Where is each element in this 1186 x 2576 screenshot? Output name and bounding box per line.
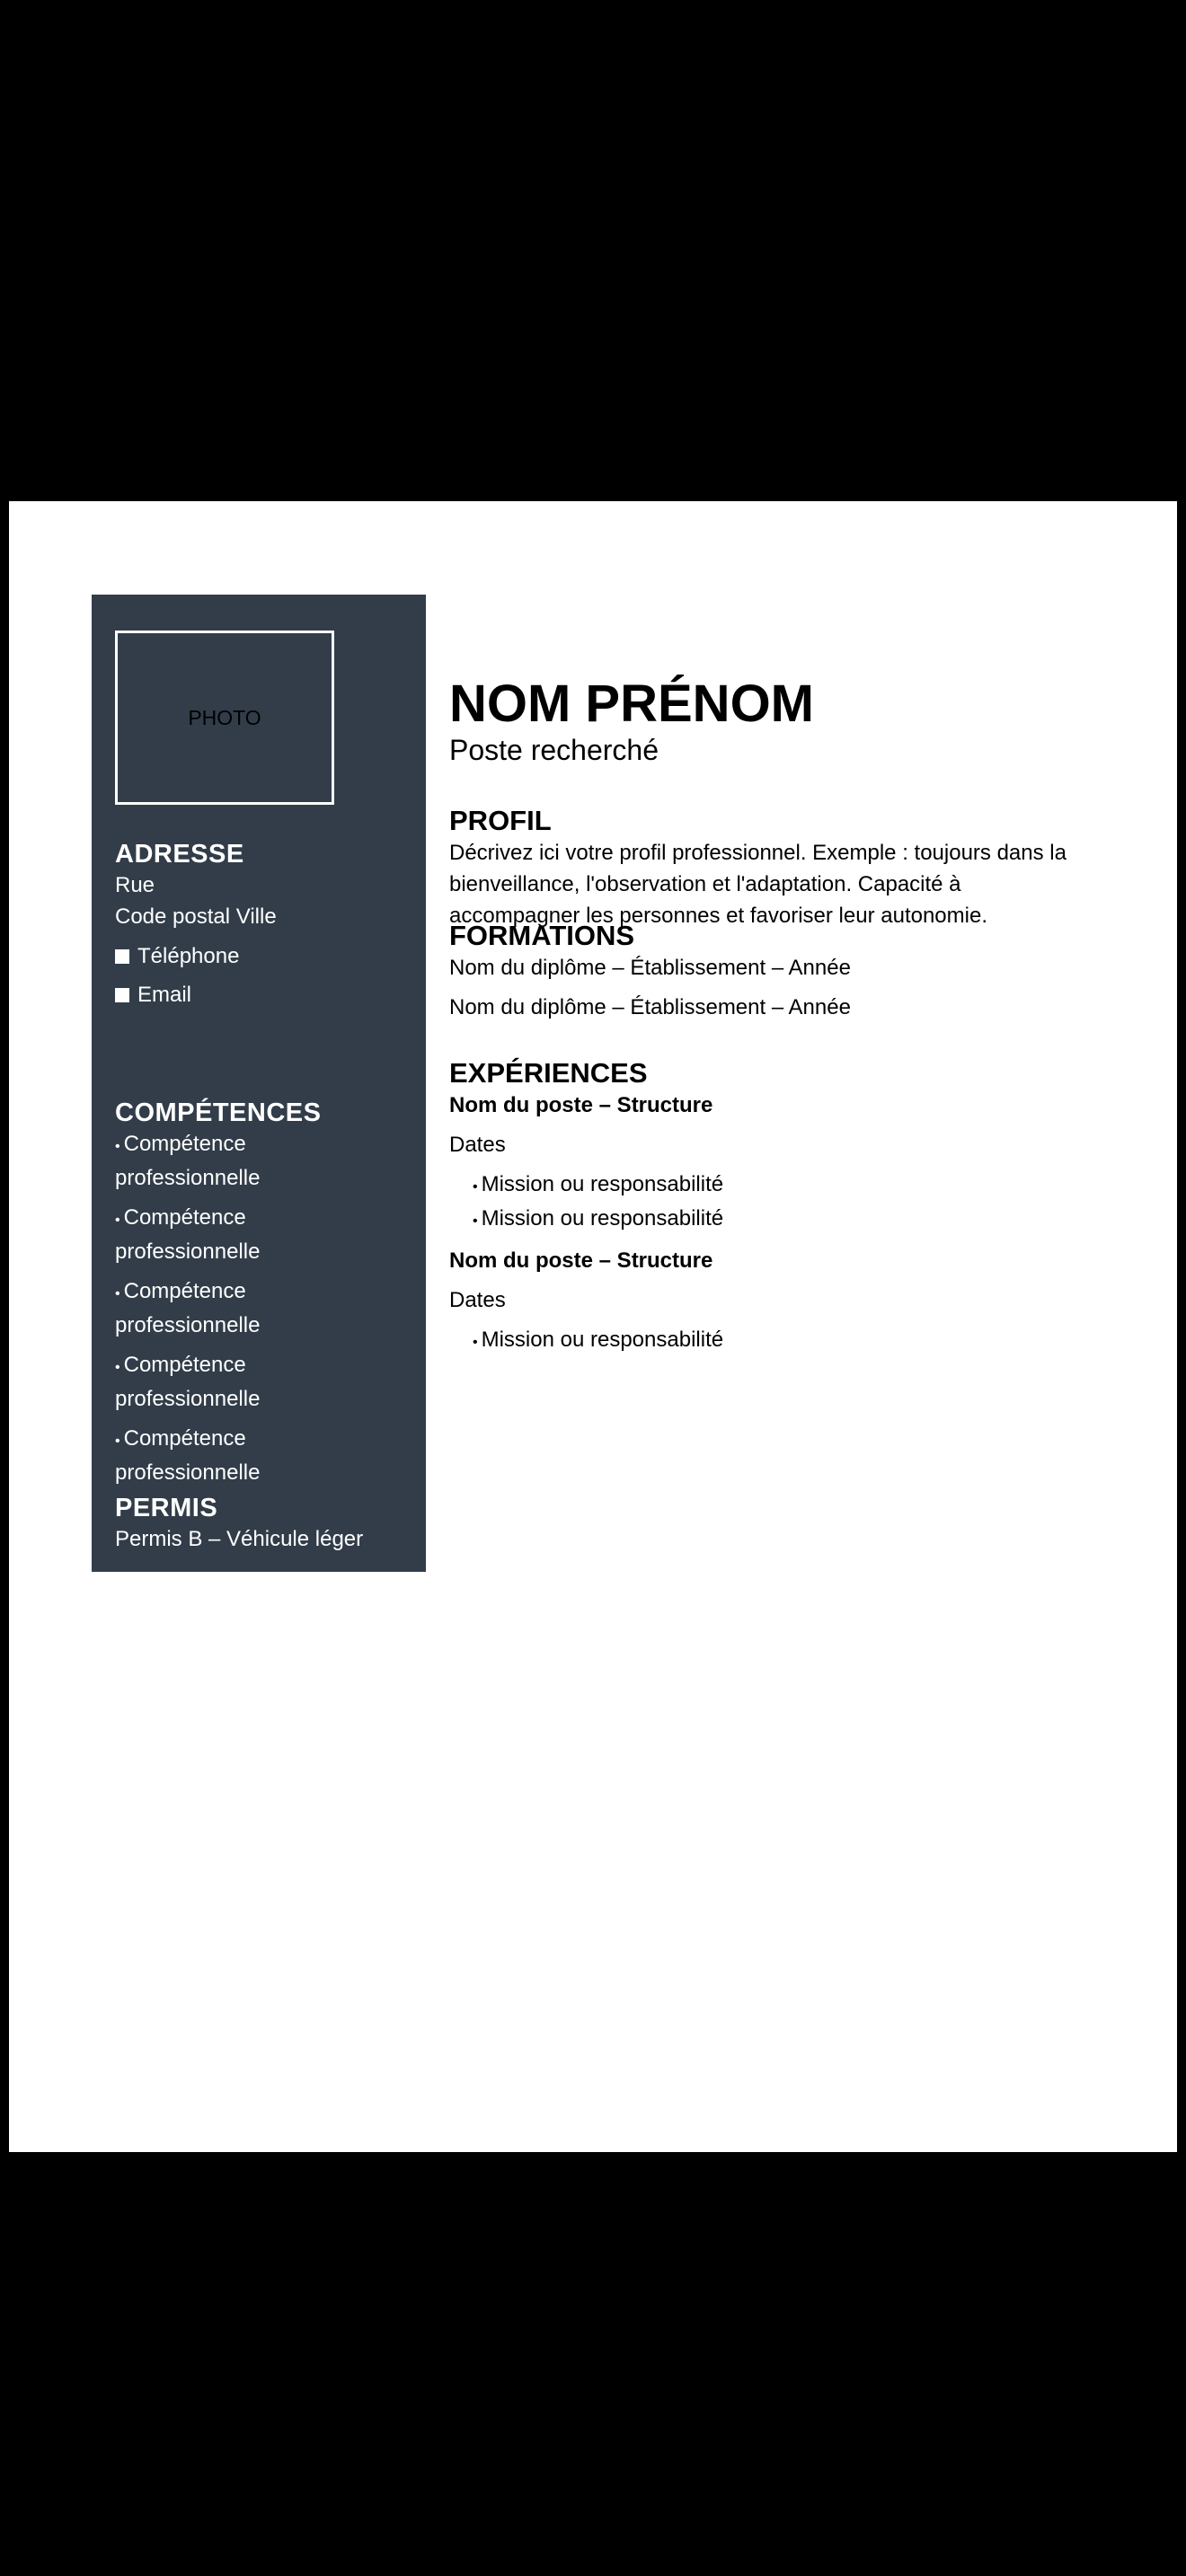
experience-dates: Dates — [449, 1288, 506, 1312]
skill-item: • Compétence professionnelle — [115, 1132, 261, 1190]
phone-row — [115, 940, 420, 972]
skills-section — [115, 1098, 420, 1496]
education-item: Nom du diplôme – Établissement – Année — [449, 956, 851, 980]
email-row — [115, 979, 420, 1010]
address-heading: ADRESSE — [115, 840, 244, 869]
profile-text: Décrivez ici votre profil professionnel. Exemple : toujours dans la bienveillance, l'observation et l'adaptation. Capacité à accompagner les personnes et favoriser leur autonomie. — [449, 841, 1067, 928]
education-section — [449, 920, 1078, 1031]
education-heading: FORMATIONS — [449, 920, 635, 951]
job-title: Poste recherché — [449, 734, 659, 766]
experience-dates: Dates — [449, 1133, 506, 1157]
mission-item: • Mission ou responsabilité — [473, 1172, 724, 1196]
address-city: Code postal Ville — [115, 904, 277, 929]
license-section — [115, 1493, 420, 1555]
skill-item: • Compétence professionnelle — [115, 1353, 261, 1411]
sidebar — [92, 595, 426, 1572]
skills-heading: COMPÉTENCES — [115, 1098, 322, 1127]
phone-icon — [115, 949, 129, 964]
email-label: Email — [137, 983, 192, 1007]
address-street: Rue — [115, 873, 155, 897]
license-heading: PERMIS — [115, 1494, 218, 1522]
email-icon — [115, 988, 129, 1002]
photo-placeholder — [115, 631, 334, 805]
person-name: NOM PRÉNOM — [449, 675, 814, 733]
experience-entry — [449, 1245, 1078, 1358]
profile-heading: PROFIL — [449, 805, 552, 836]
experience-entry — [449, 1090, 1078, 1237]
education-item: Nom du diplôme – Établissement – Année — [449, 995, 851, 1019]
phone-label: Téléphone — [137, 944, 240, 968]
address-section — [115, 839, 420, 1010]
skill-item: • Compétence professionnelle — [115, 1426, 261, 1485]
experience-heading: EXPÉRIENCES — [449, 1057, 648, 1089]
experience-section — [449, 1057, 1078, 1358]
photo-label: PHOTO — [188, 705, 261, 729]
skill-item: • Compétence professionnelle — [115, 1279, 261, 1337]
cv-page — [9, 501, 1177, 2152]
skill-item: • Compétence professionnelle — [115, 1205, 261, 1264]
license-value: Permis B – Véhicule léger — [115, 1527, 364, 1551]
profile-section — [449, 805, 1078, 931]
mission-item: • Mission ou responsabilité — [473, 1206, 724, 1231]
experience-title: Nom du poste – Structure — [449, 1093, 713, 1117]
experience-title: Nom du poste – Structure — [449, 1248, 713, 1273]
mission-item: • Mission ou responsabilité — [473, 1328, 724, 1352]
